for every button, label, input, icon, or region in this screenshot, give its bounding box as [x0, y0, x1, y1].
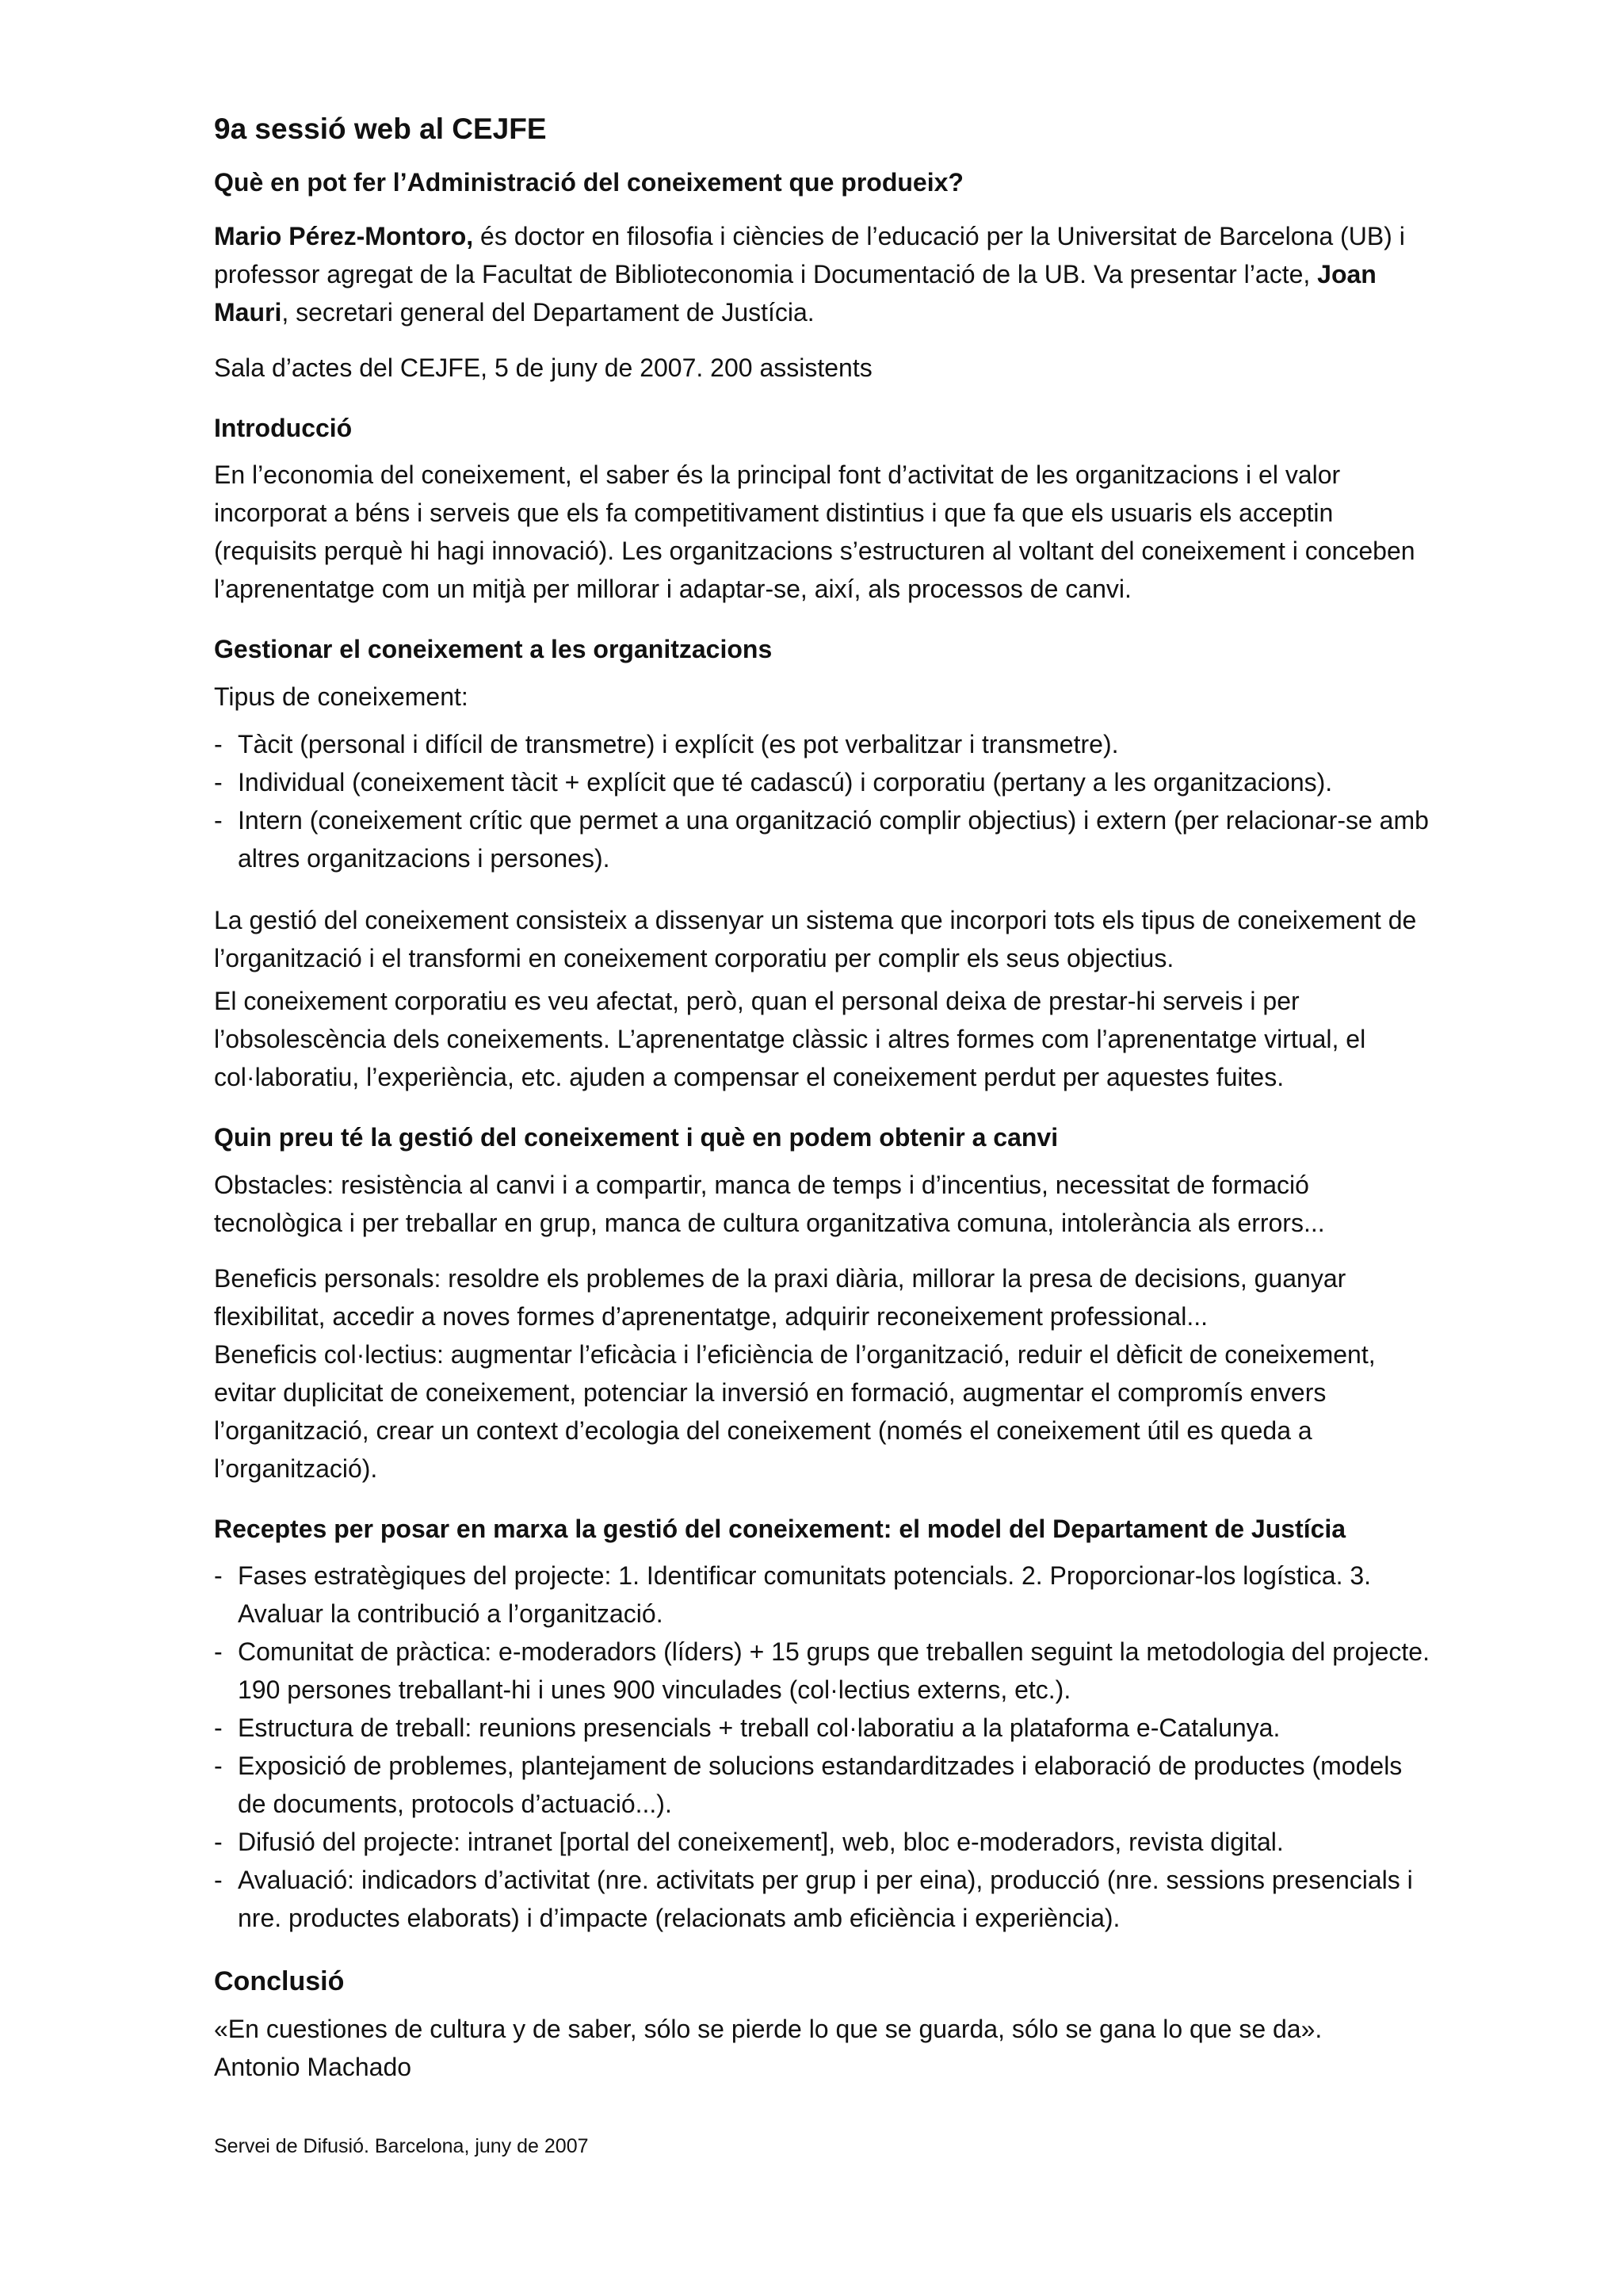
list-item-text: Difusió del projecte: intranet [portal del coneixement], web, bloc e-moderadors, revista digital.: [238, 1828, 1284, 1857]
gestionar-paragraph-2: El coneixement corporatiu es veu afectat, però, quan el personal deixa de prestar-hi serveis i per l’obsolescència dels coneixements. L’aprenentatge clàssic i altres formes com l’aprenentatge virtual, el col·laboratiu, l’experiència, etc. ajuden a compensar el coneixement perdut per aquestes fuites.: [214, 987, 1366, 1092]
page-subtitle: Què en pot fer l’Administració del coneixement que produeix?: [214, 168, 964, 197]
conclusio-heading: Conclusió: [214, 1966, 345, 1997]
gestionar-heading: Gestionar el coneixement a les organitzacions: [214, 635, 773, 664]
presenter-name: Joan Mauri: [214, 259, 1377, 327]
list-item-text: Comunitat de pràctica: e-moderadors (líders) + 15 grups que treballen seguint la metodologia del projecte. 190 persones treballant-hi i unes 900 vinculades (col·lectius externs, etc.).: [238, 1637, 1430, 1705]
venue-text: Sala d’actes del CEJFE, 5 de juny de 2007. 200 assistents: [214, 353, 873, 382]
list-item: [214, 725, 1433, 763]
dash-marker: -: [214, 730, 223, 759]
beneficis-collectius-text: Beneficis col·lectius: augmentar l’eficàcia i l’eficiència de l’organització, reduir el dèficit de coneixement, evitar duplicitat de coneixement, potenciar la inversió en formació, augmentar el compromís envers l’organització, crear un context d’ecologia del coneixement (només el coneixement útil es queda a l’organització).: [214, 1339, 1376, 1483]
dash-marker: -: [214, 1713, 223, 1743]
dash-marker: -: [214, 1866, 223, 1895]
list-item-text: Tàcit (personal i difícil de transmetre) i explícit (es pot verbalitzar i transmetre).: [238, 730, 1119, 759]
receptes-heading: Receptes per posar en marxa la gestió del coneixement: el model del Departament de Justícia: [214, 1514, 1346, 1543]
speaker-bio: és doctor en filosofia i ciències de l’educació per la Universitat de Barcelona (UB) i professor agregat de la Facultat de Biblioteconomia i Documentació de la UB. Va presentar l’acte,: [214, 221, 1405, 288]
speaker-paragraph: [214, 217, 1433, 331]
list-item: [214, 801, 1433, 877]
page-title: 9a sessió web al CEJFE: [214, 113, 547, 145]
gestionar-paragraph-1: La gestió del coneixement consisteix a dissenyar un sistema que incorpori tots els tipus de coneixement de l’organització i el transformi en coneixement corporatiu per complir els seus objectius.: [214, 906, 1417, 973]
conclusio-quote: «En cuestiones de cultura y de saber, sólo se pierde lo que se guarda, sólo se gana lo que se da».: [214, 2015, 1323, 2044]
dash-marker: -: [214, 806, 223, 835]
list-item-text: Estructura de treball: reunions presencials + treball col·laboratiu a la plataforma e-Catalunya.: [238, 1713, 1281, 1743]
list-item: [214, 1747, 1433, 1823]
conclusio-author: Antonio Machado: [214, 2053, 412, 2082]
receptes-list: [214, 1557, 1433, 1937]
presenter-role: , secretari general del Departament de Justícia.: [281, 297, 815, 327]
list-item: [214, 763, 1433, 801]
list-item-text: Exposició de problemes, plantejament de solucions estandarditzades i elaboració de productes (models de documents, protocols d’actuació...).: [238, 1752, 1403, 1819]
knowledge-types-list: [214, 725, 1433, 877]
dash-marker: -: [214, 1752, 223, 1781]
dash-marker: -: [214, 768, 223, 797]
list-item: [214, 1823, 1433, 1861]
list-item: [214, 1557, 1433, 1633]
list-item-text: Avaluació: indicadors d’activitat (nre. activitats per grup i per eina), producció (nre. sessions presencials i nre. productes elaborats) i d’impacte (relacionats amb eficiència i experiència).: [238, 1866, 1413, 1933]
dash-marker: -: [214, 1637, 223, 1667]
list-item: [214, 1861, 1433, 1937]
dash-marker: -: [214, 1561, 223, 1591]
intro-heading: Introducció: [214, 413, 353, 442]
list-item-text: Fases estratègiques del projecte: 1. Identificar comunitats potencials. 2. Proporcionar-los logística. 3. Avaluar la contribució a l’organització.: [238, 1561, 1372, 1629]
list-item: [214, 1633, 1433, 1709]
list-item: [214, 1709, 1433, 1747]
beneficis-personals-text: Beneficis personals: resoldre els problemes de la praxi diària, millorar la presa de decisions, guanyar flexibilitat, accedir a noves formes d’aprenentatge, adquirir reconeixement professional...: [214, 1263, 1346, 1331]
speaker-name: Mario Pérez-Montoro,: [214, 221, 474, 250]
obstacles-text: Obstacles: resistència al canvi i a compartir, manca de temps i d’incentius, necessitat de formació tecnològica i per treballar en grup, manca de cultura organitzativa comuna, intolerància als errors...: [214, 1170, 1325, 1237]
gestionar-lead: Tipus de coneixement:: [214, 682, 468, 712]
intro-text: En l’economia del coneixement, el saber és la principal font d’activitat de les organitzacions i el valor incorporat a béns i serveis que els fa competitivament distintius i que fa que els usuaris els acceptin (requisits perquè hi hagi innovació). Les organitzacions s’estructuren al voltant del coneixement i conceben l’aprenentatge com un mitjà per millorar i adaptar-se, així, als processos de canvi.: [214, 460, 1415, 604]
dash-marker: -: [214, 1828, 223, 1857]
footer-note: Servei de Difusió. Barcelona, juny de 2007: [214, 2135, 589, 2158]
preu-heading: Quin preu té la gestió del coneixement i què en podem obtenir a canvi: [214, 1123, 1059, 1152]
list-item-text: Individual (coneixement tàcit + explícit que té cadascú) i corporatiu (pertany a les organitzacions).: [238, 768, 1333, 797]
list-item-text: Intern (coneixement crític que permet a una organització complir objectius) i extern (per relacionar-se amb altres organitzacions i persones).: [238, 806, 1429, 873]
